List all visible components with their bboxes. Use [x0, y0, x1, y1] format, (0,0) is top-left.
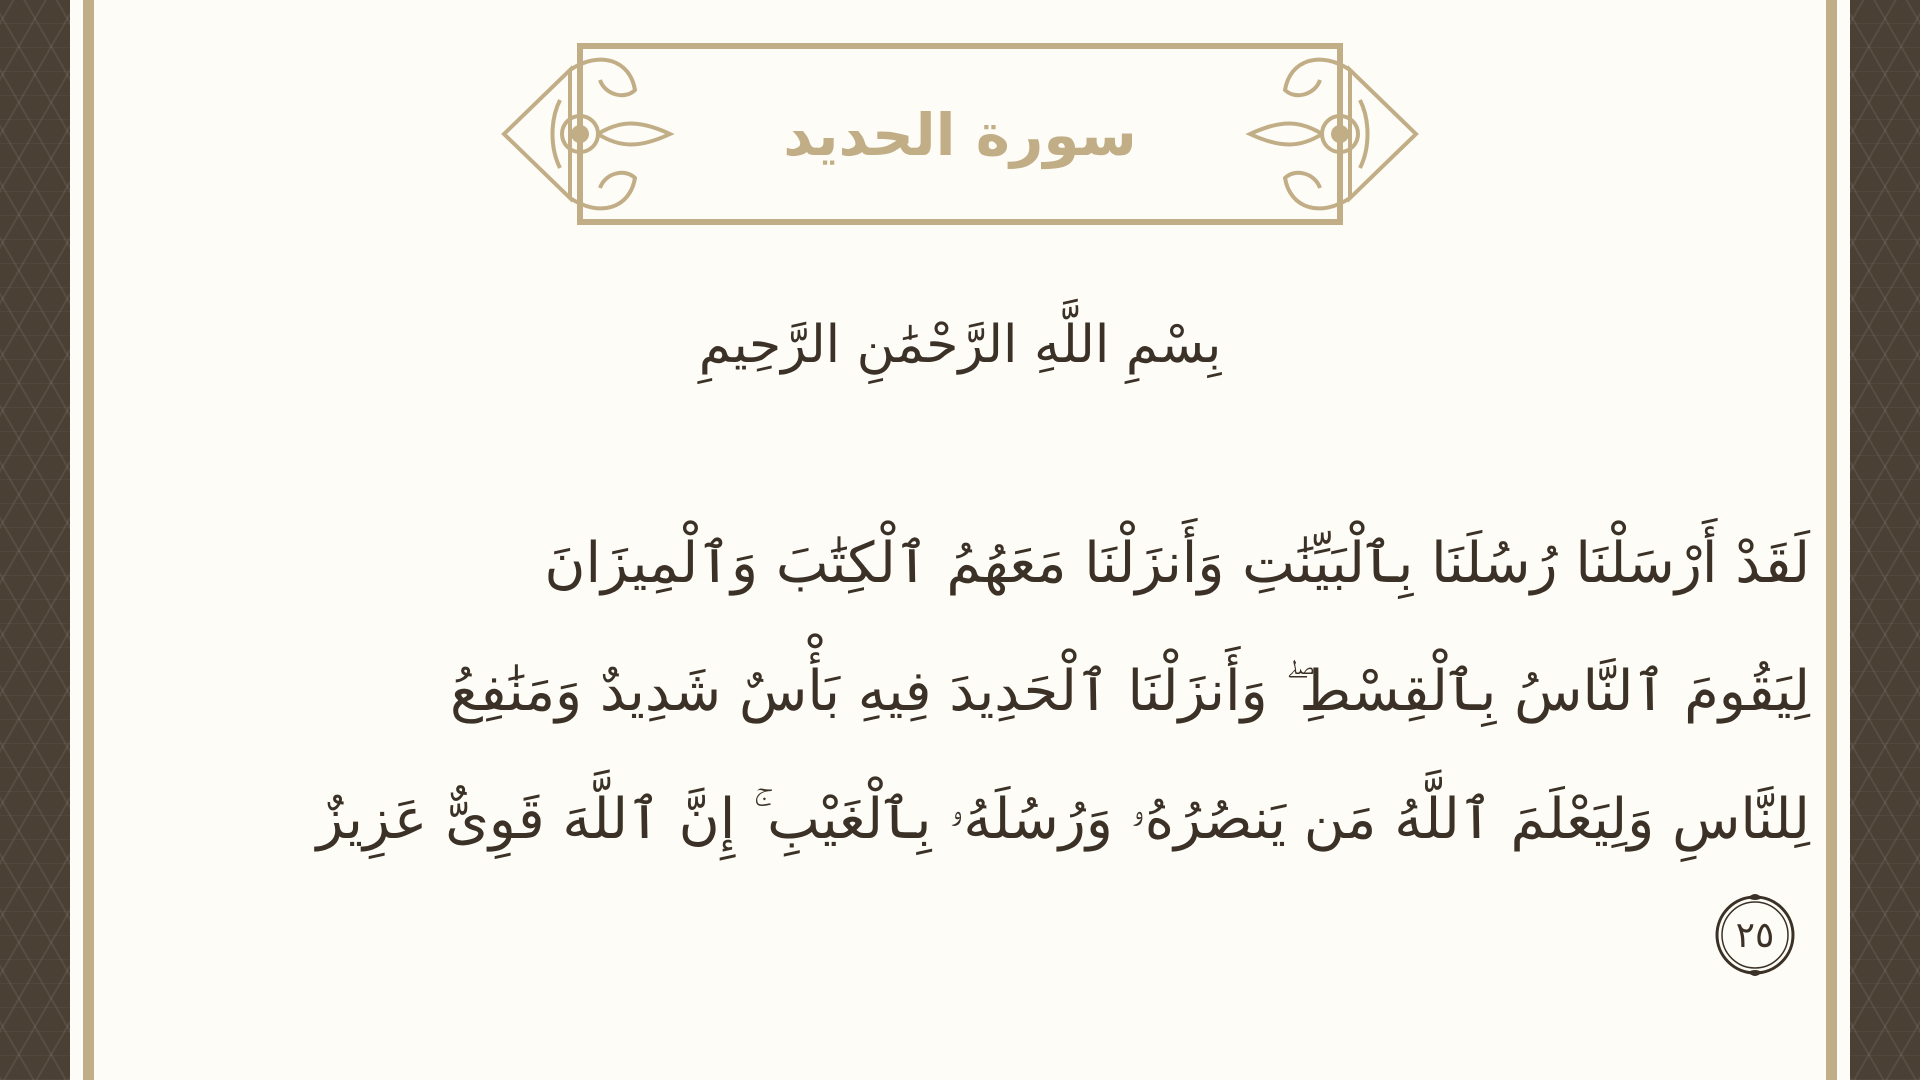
ayah-number: ٢٥	[1735, 914, 1775, 956]
verse-line-2: لِيَقُومَ ٱلنَّاسُ بِٱلْقِسْطِ ۖ وَأَنزَلْنَا ٱلْحَدِيدَ فِيهِ بَأْسٌ شَدِيدٌ وَمَنَٰفِعُ	[450, 659, 1810, 724]
right-ornamental-border	[1850, 0, 1920, 1080]
surah-title: سورة الحديد	[783, 101, 1137, 169]
right-gold-rule	[1826, 0, 1837, 1080]
surah-header-frame	[500, 40, 1420, 230]
left-gold-rule	[83, 0, 94, 1080]
verse-text	[250, 500, 1810, 884]
verse-line-1: لَقَدْ أَرْسَلْنَا رُسُلَنَا بِٱلْبَيِّنَٰتِ وَأَنزَلْنَا مَعَهُمُ ٱلْكِتَٰبَ وَٱلْمِيزَانَ	[544, 531, 1810, 596]
left-ornamental-border	[0, 0, 70, 1080]
ayah-number-marker	[1710, 890, 1800, 980]
basmala: بِسْمِ اللَّهِ الرَّحْمَٰنِ الرَّحِيمِ	[698, 315, 1222, 375]
verse-line-3: لِلنَّاسِ وَلِيَعْلَمَ ٱللَّهُ مَن يَنصُرُهُۥ وَرُسُلَهُۥ بِٱلْغَيْبِ ۚ إِنَّ ٱللَّهَ قَوِىٌّ عَزِيزٌ	[316, 787, 1810, 852]
